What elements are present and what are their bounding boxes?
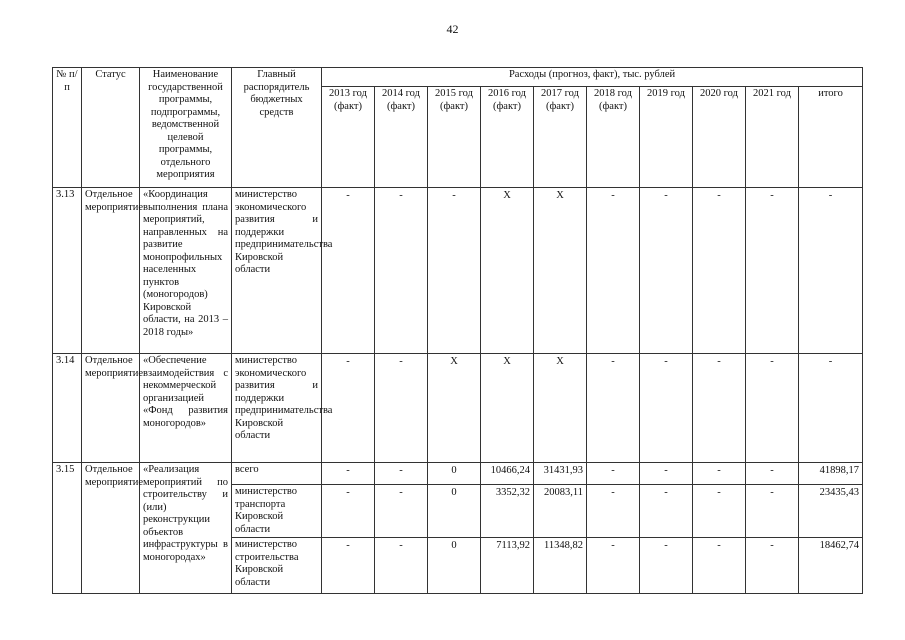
cell-value: - [640,538,693,594]
row-admin: министерство экономического развития и поддержки предпринимательства Кировской области [232,354,322,463]
header-year: 2017 год (факт) [534,87,587,188]
cell-value: - [375,538,428,594]
header-expenses: Расходы (прогноз, факт), тыс. рублей [322,68,863,87]
row-admin: министерство транспорта Кировской области [232,485,322,538]
cell-value: - [322,354,375,463]
cell-value: 0 [428,485,481,538]
row-status: Отдельное мероприятие [82,188,140,354]
header-year: 2013 год (факт) [322,87,375,188]
cell-value: - [322,538,375,594]
table-row [53,354,863,463]
cell-value: - [640,354,693,463]
cell-value: 7113,92 [481,538,534,594]
cell-total: - [799,354,863,463]
cell-value: 11348,82 [534,538,587,594]
cell-value: - [322,188,375,354]
cell-value: - [428,188,481,354]
cell-value: Х [481,188,534,354]
cell-value: - [587,188,640,354]
cell-value: - [746,485,799,538]
cell-value: 20083,11 [534,485,587,538]
page-number: 42 [446,22,459,36]
cell-value: - [587,538,640,594]
header-year: 2021 год [746,87,799,188]
cell-value: 31431,93 [534,463,587,485]
cell-value: - [322,463,375,485]
cell-value: - [322,485,375,538]
cell-value: 3352,32 [481,485,534,538]
header-year: 2015 год (факт) [428,87,481,188]
cell-value: - [640,485,693,538]
cell-value: - [375,463,428,485]
row-name: «Реализация мероприятий по строительству и (или) реконструкции объектов инфраструктуры в моногородах» [140,463,232,594]
row-num: 3.14 [53,354,82,463]
header-name: Наименование государственной программы, подпрограммы, ведомственной целевой программы, отдельного мероприятия [140,68,232,188]
row-admin: министерство строительства Кировской области [232,538,322,594]
header-status: Статус [82,68,140,188]
cell-value: - [693,354,746,463]
cell-value: 10466,24 [481,463,534,485]
row-name: «Координация выполнения плана мероприятий, направленных на развитие монопрофильных населенных пунктов (моногородов) Кировской области, на 2013 – 2018 годы» [140,188,232,354]
cell-value: - [587,463,640,485]
cell-value: - [693,485,746,538]
header-year: 2019 год [640,87,693,188]
row-num: 3.15 [53,463,82,594]
header-year: 2016 год (факт) [481,87,534,188]
header-year: 2014 год (факт) [375,87,428,188]
header-total: итого [799,87,863,188]
cell-value: - [587,485,640,538]
row-admin: всего [232,463,322,485]
table-row [53,188,863,354]
cell-value: - [640,463,693,485]
row-num: 3.13 [53,188,82,354]
cell-value: Х [428,354,481,463]
cell-total: 18462,74 [799,538,863,594]
row-status: Отдельное мероприятие [82,354,140,463]
header-year: 2018 год (факт) [587,87,640,188]
cell-value: - [375,354,428,463]
cell-value: - [375,485,428,538]
cell-value: - [746,538,799,594]
cell-total: - [799,188,863,354]
row-admin: министерство экономического развития и поддержки предпринимательства Кировской области [232,188,322,354]
header-year: 2020 год [693,87,746,188]
cell-value: - [693,188,746,354]
budget-table [52,67,863,594]
cell-value: - [693,538,746,594]
cell-value: - [693,463,746,485]
row-name: «Обеспечение взаимодействия с некоммерческой организацией «Фонд развития моногородов» [140,354,232,463]
cell-total: 23435,43 [799,485,863,538]
cell-value: - [746,354,799,463]
cell-value: 0 [428,538,481,594]
cell-value: - [375,188,428,354]
cell-value: Х [534,354,587,463]
cell-value: 0 [428,463,481,485]
cell-value: - [587,354,640,463]
cell-total: 41898,17 [799,463,863,485]
header-admin: Главный распорядитель бюджетных средств [232,68,322,188]
header-row [53,68,863,87]
cell-value: - [746,188,799,354]
cell-value: Х [534,188,587,354]
cell-value: Х [481,354,534,463]
cell-value: - [640,188,693,354]
table-row [53,463,863,485]
header-num: № п/п [53,68,82,188]
row-status: Отдельное мероприятие [82,463,140,594]
cell-value: - [746,463,799,485]
